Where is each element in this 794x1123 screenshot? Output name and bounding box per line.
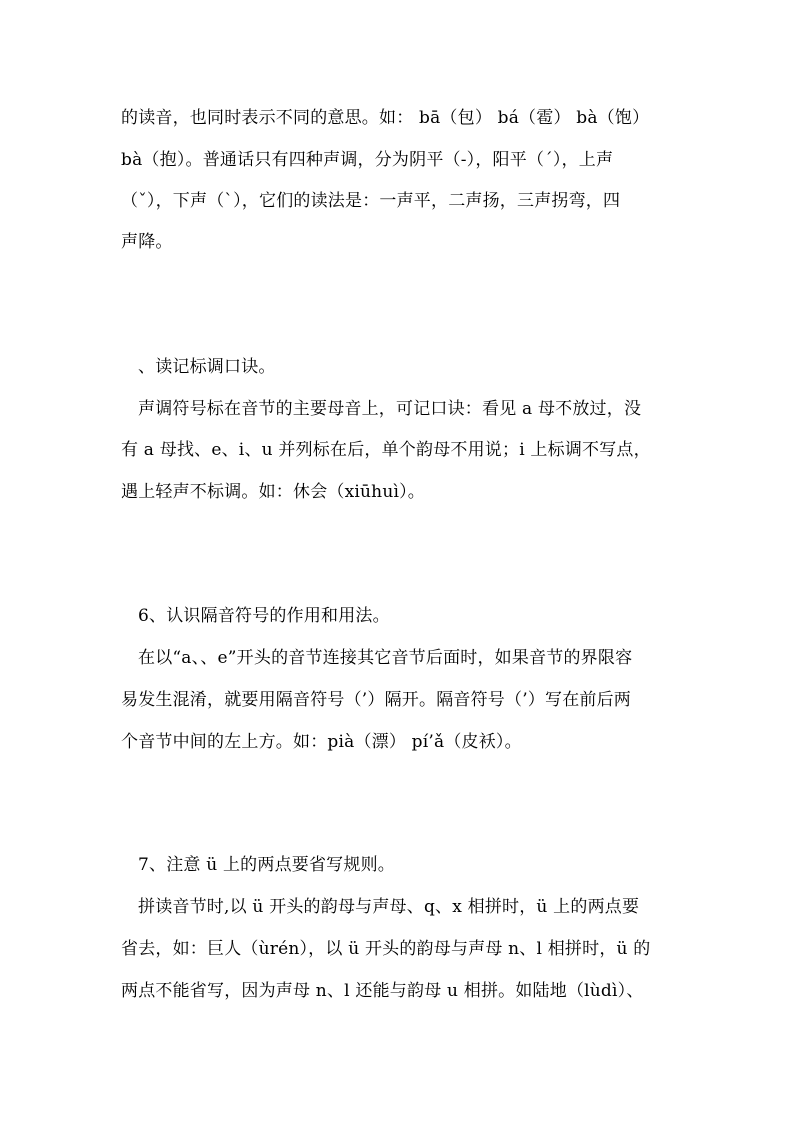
section-7-line-3: 两点不能省写，因为声母 n、l 还能与韵母 u 相拼。如陆地（lùdì）、 <box>121 981 644 1001</box>
tones-line-4: 声降。 <box>121 232 173 252</box>
tones-line-3: （ˇ），下声（ˋ），它们的读法是：一声平，二声扬，三声拐弯，四 <box>121 191 621 211</box>
section-6-line-1: 在以“a、、e”开头的音节连接其它音节后面时，如果音节的界限容 <box>138 648 633 668</box>
section-6-line-2: 易发生混淆，就要用隔音符号（’）隔开。隔音符号（’）写在前后两 <box>121 690 632 710</box>
section-6-line-3: 个音节中间的左上方。如：pià（漂） pí’ǎ（皮袄）。 <box>121 732 522 752</box>
section-6-heading: 6、认识隔音符号的作用和用法。 <box>138 606 390 626</box>
tones-line-1: 的读音，也同时表示不同的意思。如： bā（包） bá（雹） bà（饱） <box>121 108 650 128</box>
section-7-heading: 7、注意 ü 上的两点要省写规则。 <box>138 855 395 875</box>
section-7-line-2: 省去，如：巨人（ùrén），以 ü 开头的韵母与声母 n、l 相拼时，ü 的 <box>121 939 651 959</box>
section-5-line-3: 遇上轻声不标调。如：休会（xiūhuì）。 <box>121 482 426 502</box>
section-5-line-1: 声调符号标在音节的主要母音上，可记口诀：看见 a 母不放过，没 <box>138 399 642 419</box>
section-5-line-2: 有 a 母找、e、i、u 并列标在后，单个韵母不用说；i 上标调不写点， <box>121 440 651 460</box>
section-7-line-1: 拼读音节时,以 ü 开头的韵母与声母、q、x 相拼时，ü 上的两点要 <box>138 897 640 917</box>
tones-line-2: bà（抱）。普通话只有四种声调，分为阴平（-），阳平（ˊ），上声 <box>121 150 614 170</box>
section-5-heading: 、读记标调口诀。 <box>138 357 276 377</box>
